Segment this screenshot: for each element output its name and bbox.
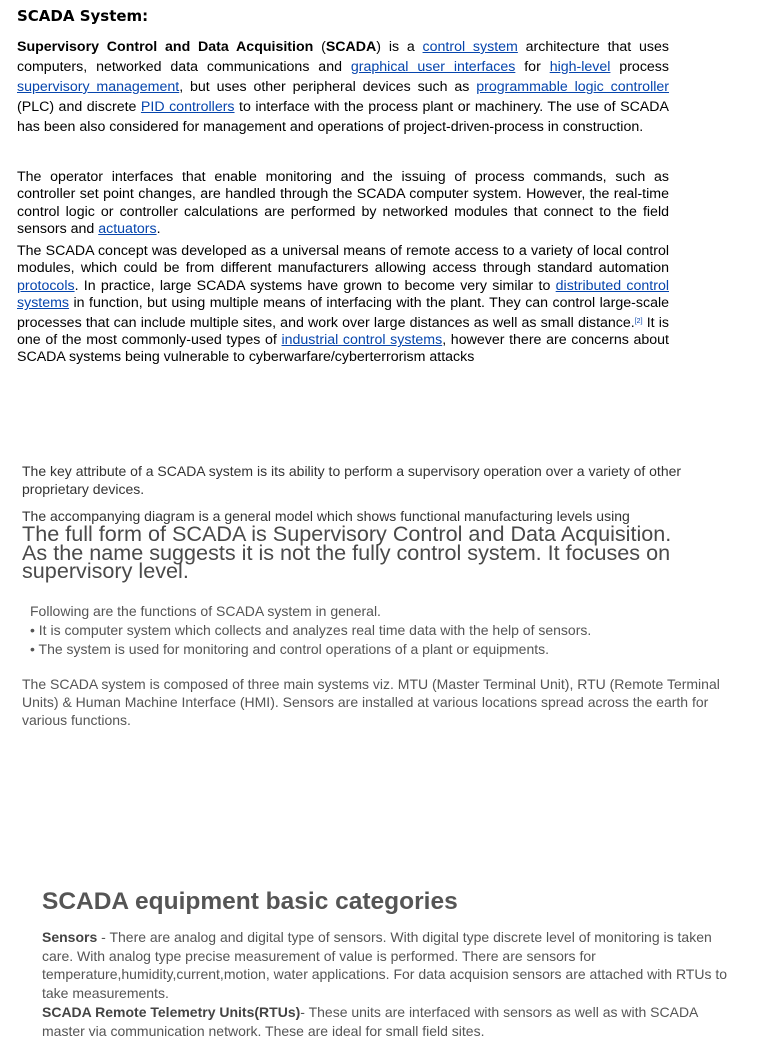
list-item: • It is computer system which collects and analyzes real time data with the help of sensors. bbox=[30, 622, 592, 638]
full-form-line: supervisory level. bbox=[22, 558, 189, 583]
text-run: ( bbox=[313, 39, 326, 55]
equipment-categories bbox=[42, 928, 734, 1040]
sensors-label: Sensors bbox=[42, 929, 98, 945]
key-attribute-paragraph: The key attribute of a SCADA system is its ability to perform a supervisory operation over a variety of other proprietary devices. bbox=[22, 463, 682, 497]
link-distributed-control-systems[interactable]: distributed control systems bbox=[17, 277, 669, 312]
text-run: architecture that uses computers, networked data communications and bbox=[17, 39, 669, 75]
text-run: to interface with the process plant or machinery. The use of SCADA has been also considered for management and operations of project-driven-process in construction. bbox=[17, 99, 669, 135]
scada-definition-paragraph bbox=[17, 37, 669, 137]
rtu-paragraph bbox=[42, 1003, 734, 1040]
text-run: , but uses other peripheral devices such as bbox=[179, 79, 477, 95]
link-high-level[interactable]: high-level bbox=[549, 59, 611, 75]
text-run: . In practice, large SCADA systems have grown to become very similar to bbox=[74, 277, 556, 294]
text-run: ) is a bbox=[376, 39, 423, 55]
link-graphical-user-interfaces[interactable]: graphical user interfaces bbox=[350, 59, 516, 75]
text-run: , however there are concerns about SCADA systems being vulnerable to cyberwarfare/cyberterrorism attacks bbox=[17, 332, 669, 366]
link-industrial-control-systems[interactable]: industrial control systems bbox=[281, 332, 443, 349]
sensors-paragraph bbox=[42, 928, 734, 1003]
text-run: It is one of the most commonly-used types of bbox=[17, 314, 670, 349]
text-run: . bbox=[156, 221, 161, 238]
full-form-line: As the name suggests it is not the fully control system. It focuses on bbox=[22, 539, 671, 565]
text-run: The SCADA concept was developed as a universal means of remote access to a variety of local control modules, which could be from different manufacturers allowing access through standard automation bbox=[17, 243, 669, 277]
link-control-system[interactable]: control system bbox=[422, 39, 518, 55]
link-programmable-logic-controller[interactable]: programmable logic controller bbox=[476, 79, 669, 95]
text-run: process bbox=[610, 59, 669, 75]
diagram-paragraph: The accompanying diagram is a general model which shows functional manufacturing levels using bbox=[22, 508, 630, 524]
equipment-heading: SCADA equipment basic categories bbox=[42, 888, 458, 915]
rtu-label: SCADA Remote Telemetry Units(RTUs) bbox=[42, 1003, 301, 1020]
operator-interfaces-paragraph bbox=[17, 169, 669, 239]
sensors-text: - There are analog and digital type of sensors. With digital type discrete level of monitoring is taken care. With analog type precise measurement of value is performed. There are sensors for temperature,humidity,current,motion, water applications. For data acquision sensors are attached with RTUs to take measurements. bbox=[42, 929, 728, 1002]
list-item: • The system is used for monitoring and control operations of a plant or equipments. bbox=[30, 641, 550, 657]
rtu-text: - These units are interfaced with sensors as well as with SCADA master via communication network. These are ideal for small field sites. bbox=[42, 1003, 698, 1039]
text-run: (PLC) and discrete bbox=[17, 99, 141, 115]
text-run: for bbox=[515, 59, 550, 75]
citation-ref[interactable]: [2] bbox=[634, 317, 643, 325]
text-run: in function, but using multiple means of interfacing with the plant. They can control large-scale processes that can include multiple sites, and work over large distances as well as small distance. bbox=[17, 295, 669, 331]
functions-list bbox=[30, 602, 591, 659]
functions-intro: Following are the functions of SCADA system in general. bbox=[30, 603, 381, 619]
full-form-line: The full form of SCADA is Supervisory Control and Data Acquisition. bbox=[22, 521, 672, 546]
link-protocols[interactable]: protocols bbox=[17, 277, 75, 294]
full-form-heading bbox=[22, 521, 762, 583]
scada-full-name: Supervisory Control and Data Acquisition bbox=[17, 39, 314, 55]
system-composition-paragraph: The SCADA system is composed of three main systems viz. MTU (Master Terminal Unit), RTU (Remote Terminal Units) & Human Machine Interface (HMI). Sensors are installed at various locations spread across the earth for various functions. bbox=[22, 676, 720, 728]
scada-concept-paragraph bbox=[17, 243, 669, 367]
scada-acronym: SCADA bbox=[325, 39, 377, 55]
link-pid-controllers[interactable]: PID controllers bbox=[140, 99, 235, 115]
text-run: The operator interfaces that enable monitoring and the issuing of process commands, such as controller set point changes, are handled through the SCADA computer system. However, the real-time control logic or controller calculations are performed by networked modules that connect to the field sensors and bbox=[17, 169, 669, 238]
link-supervisory-management[interactable]: supervisory management bbox=[17, 79, 180, 95]
link-actuators[interactable]: actuators bbox=[98, 221, 157, 238]
page-title: SCADA System: bbox=[17, 7, 149, 25]
